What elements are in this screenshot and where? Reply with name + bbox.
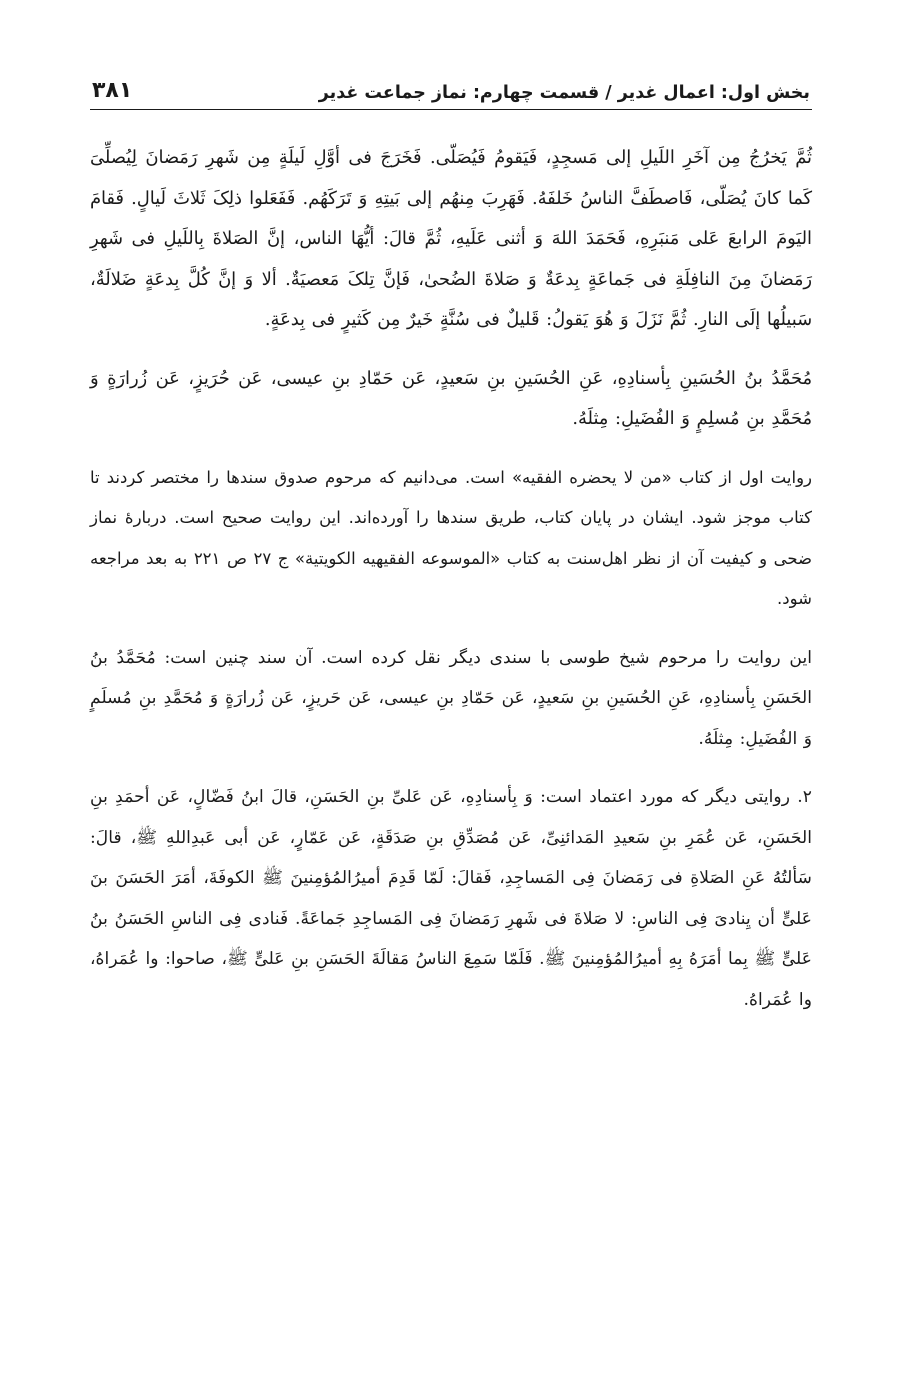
running-header: [90, 62, 812, 110]
isnad-paragraph: مُحَمَّدُ بنُ الحُسَینِ بِأسنادِهِ، عَنِ الحُسَینِ بنِ سَعیدٍ، عَن حَمّادِ بنِ عیسی، عَن حُرَیزٍ، عَن زُرارَةٍ وَ مُحَمَّدِ بنِ مُسلِمٍ وَ الفُضَیلِ: مِثلَهُ.: [90, 367, 812, 429]
page-number: ۳۸۱: [92, 78, 133, 103]
commentary-paragraph: روایت اول از کتاب «من لا یحضره الفقیه» است. می‌دانیم که مرحوم صدوق سندها را مختصر کردند تا کتاب موجز شود. ایشان در پایان کتاب، طریق سندها را آورده‌اند. این روایت صحیح است. دربارهٔ نماز ضحی و کیفیت آن از نظر اهل‌سنت به کتاب «الموسوعه الفقیهیه الکویتیة» ج ۲۷ ص ۲۲۱ به بعد مراجعه شود.: [90, 467, 812, 608]
commentary-isnad-paragraph: این روایت را مرحوم شیخ طوسی با سندی دیگر نقل کرده است. آن سند چنین است: مُحَمَّدُ بنُ الحَسَنِ بِأسنادِهِ، عَنِ الحُسَینِ بنِ سَعیدٍ، عَن حَمّادِ بنِ عیسی، عَن حَریزٍ، عَن زُرارَةٍ وَ مُحَمَّدِ بنِ مُسلَمٍ وَ الفُضَیلِ: مِثلَهُ.: [90, 647, 812, 749]
book-page: [90, 62, 812, 1038]
hadith-text-paragraph: ثُمَّ یَخرُجُ مِن آخَرِ اللَیلِ إلی مَسجِدٍ، فَیَقومُ فَیُصَلّی. فَخَرَجَ فی أوَّلِ لَیلَةٍ مِن شَهرِ رَمَضانَ لِیُصلِّیَ کَما کانَ یُصَلّی، فَاصطَفَّ الناسُ خَلفَهُ. فَهَرِبَ مِنهُم إلی بَیتِهِ وَ تَرَکَهُم. فَفَعَلوا ذلِکَ ثَلاثَ لَیالٍ. فَقامَ الیَومَ الرابعَ عَلی مَنبَرِهِ، فَحَمَدَ اللهَ وَ أثنی عَلَیهِ، ثُمَّ قالَ: أیُّهَا الناس، إنَّ الصَلاةَ بِاللَیلِ فی شَهرِ رَمَضانَ مِنَ النافِلَةِ فی جَماعَةٍ بِدعَةٌ وَ صَلاةَ الضُحیٰ، فَإنَّ تِلکَ مَعصیَةٌ. ألا وَ إنَّ کُلَّ بِدعَةٍ ضَلالَةٌ، سَبیلُها إلَی النارِ. ثُمَّ نَزَلَ وَ هُوَ یَقولُ: قَلیلٌ فی سُنَّةٍ خَیرٌ مِن کَثیرٍ فی بِدعَةٍ.: [90, 147, 812, 330]
page-content: [90, 138, 812, 1020]
section-title: بخش اول: اعمال غدیر / قسمت چهارم: نماز جماعت غدیر: [318, 83, 810, 103]
second-narration-paragraph: ۲. روایتی دیگر که مورد اعتماد است: وَ بِأسنادِهِ، عَن عَلیِّ بنِ الحَسَنِ، قالَ ابنُ فَضّالٍ، عَن أحمَدِ بنِ الحَسَنِ، عَن عُمَرِ بنِ سَعیدِ المَدائنِیِّ، عَن مُصَدِّقِ بنِ صَدَقَةٍ، عَن عَمّارٍ، عَن أبی عَبدِاللهِ ﷺ، قالَ: سَألتُهُ عَنِ الصَلاةِ فی رَمَضانَ فِی المَساجِدِ، فَقالَ: لَمّا قَدِمَ أمیرُالمُؤمِنینَ ﷺ الکوفَةَ، أمَرَ الحَسَنَ بنَ عَلیٍّ أن یِنادیَ فِی الناسِ: لا صَلاةَ فی شَهرِ رَمَضانَ فِی المَساجِدِ جَماعَةً. فَنادی فِی الناسِ الحَسَنُ بنُ عَلیٍّ ﷺ بِما أمَرَهُ بِهِ أمیرُالمُؤمِنینَ ﷺ. فَلَمّا سَمِعَ الناسُ مَقالَةَ الحَسَنِ بنِ عَلیٍّ ﷺ، صاحوا: وا عُمَراهُ، وا عُمَراهُ.: [90, 787, 812, 1010]
